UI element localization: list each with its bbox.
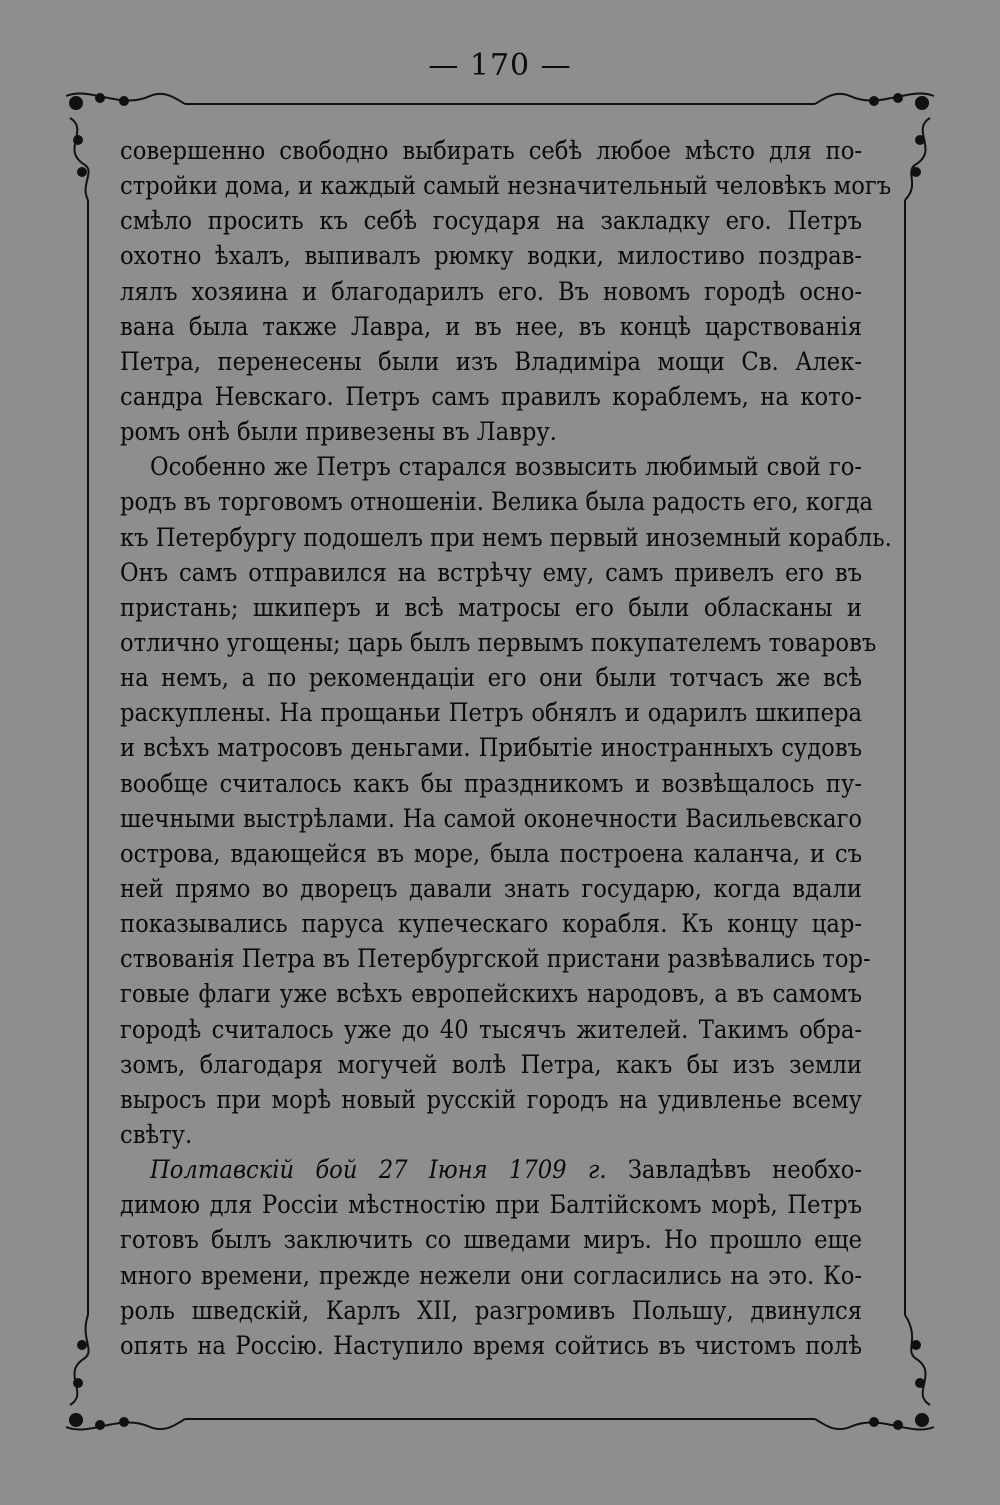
text-line: совершенно свободно выбирать себѣ любое мѣсто для по-	[120, 136, 862, 165]
body-text	[120, 133, 892, 1363]
text-line: вообще считалось какъ бы праздникомъ и возвѣщалось пу-	[120, 768, 862, 798]
text-line: смѣло просить къ себѣ государя на закладку его. Петръ	[120, 206, 862, 236]
text-line: отлично угощены; царь былъ первымъ покупателемъ товаровъ	[120, 627, 877, 657]
text-line: говые флаги уже всѣхъ европейскихъ народовъ, а въ самомъ	[120, 979, 862, 1009]
text-line: лялъ хозяина и благодарилъ его. Въ новомъ городѣ осно-	[120, 276, 862, 306]
text-line: на немъ, а по рекомендаціи его они были тотчасъ же всѣ	[120, 663, 862, 693]
text-line: много времени, прежде нежели они согласились на это. Ко-	[120, 1260, 862, 1290]
text-line: димою для Россіи мѣстностію при Балтійскомъ морѣ, Петръ	[120, 1190, 862, 1220]
text-line: къ Петербургу подошелъ при немъ первый иноземный корабль.	[120, 522, 892, 552]
section-heading-line	[120, 1152, 862, 1187]
text-line: острова, вдающейся въ море, была построена каланча, и съ	[120, 838, 862, 868]
heading-line-rest: Завладѣвъ необхо-	[627, 1155, 862, 1185]
text-line: ней прямо во дворецъ давали знать государю, когда вдали	[120, 873, 862, 903]
text-line: ствованія Петра въ Петербургской пристани развѣвались тор-	[120, 944, 871, 974]
text-line: показывались паруса купеческаго корабля. Къ концу цар-	[120, 909, 862, 939]
text-line: шечными выстрѣлами. На самой оконечности Васильевскаго	[120, 803, 862, 833]
text-line: ромъ онѣ были привезены въ Лавру.	[120, 417, 557, 447]
text-line: городѣ считалось уже до 40 тысячъ жителей. Такимъ обра-	[120, 1014, 862, 1044]
text-line: сандра Невскаго. Петръ самъ правилъ кораблемъ, на кото-	[120, 381, 862, 411]
text-line: опять на Россію. Наступило время сойтись въ чистомъ полѣ	[120, 1330, 862, 1360]
text-line: свѣту.	[120, 1119, 193, 1149]
text-line: вана была также Лавра, и въ нее, въ концѣ царствованія	[120, 311, 862, 341]
text-line: зомъ, благодаря могучей волѣ Петра, какъ бы изъ земли	[120, 1049, 862, 1079]
text-line: выросъ при морѣ новый русскій городъ на удивленье всему	[120, 1084, 862, 1114]
text-line: Петра, перенесены были изъ Владиміра мощи Св. Алек-	[120, 346, 862, 376]
text-line: роль шведскій, Карлъ XII, разгромивъ Польшу, двинулся	[120, 1295, 862, 1325]
page-number: — 170 —	[428, 48, 572, 83]
text-line: и всѣхъ матросовъ деньгами. Прибытіе иностранныхъ судовъ	[120, 733, 862, 763]
text-line: охотно ѣхалъ, выпивалъ рюмку водки, милостиво поздрав-	[120, 241, 862, 271]
text-line: стройки дома, и каждый самый незначительный человѣкъ могъ	[120, 171, 892, 201]
text-line: готовъ былъ заключить со шведами миръ. Но прошло еще	[120, 1225, 862, 1255]
text-line: родъ въ торговомъ отношеніи. Велика была радость его, когда	[120, 487, 874, 517]
text-line: пристань; шкиперъ и всѣ матросы его были обласканы и	[120, 592, 862, 622]
section-heading: Полтавскій бой 27 Іюня 1709 г.	[150, 1155, 607, 1185]
text-line: раскуплены. На прощаньи Петръ обнялъ и одарилъ шкипера	[120, 698, 862, 728]
text-line: Особенно же Петръ старался возвысить любимый свой го-	[150, 452, 862, 482]
text-line: Онъ самъ отправился на встрѣчу ему, самъ привелъ его въ	[120, 557, 862, 587]
